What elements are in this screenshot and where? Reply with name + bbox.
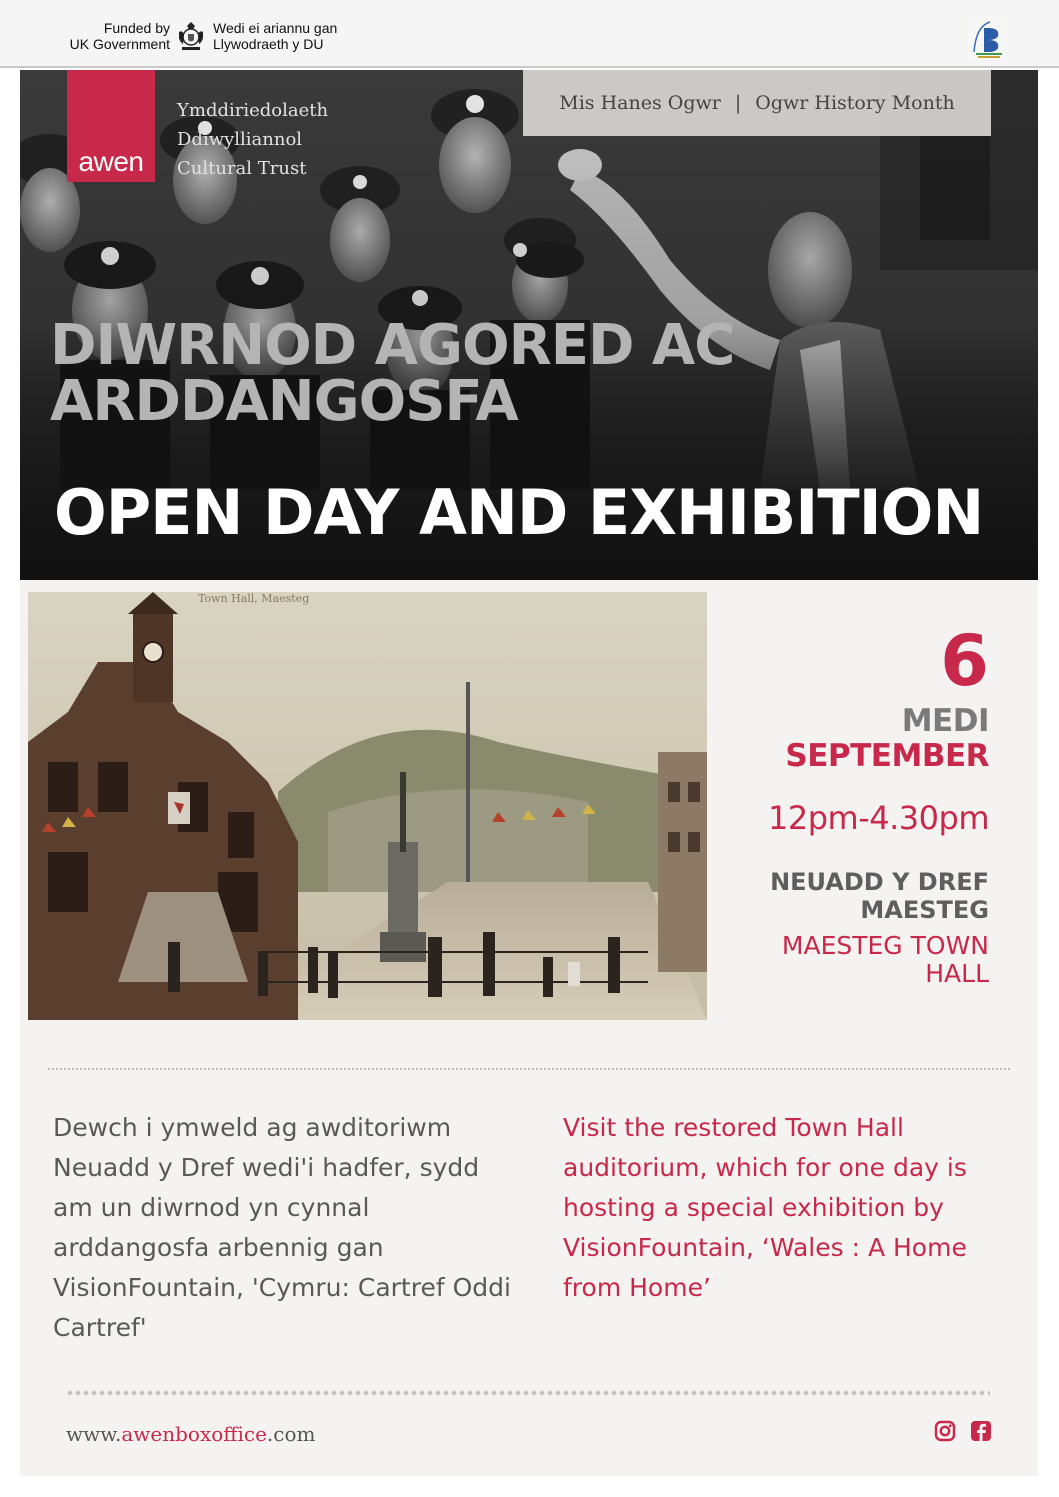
dotted-divider (48, 1068, 1010, 1070)
cultural-trust-name (177, 96, 328, 183)
event-day: 6 (940, 620, 989, 702)
uk-government-crest-icon (176, 20, 206, 52)
venue-welsh-line2: MAESTEG (860, 896, 989, 924)
venue-english-line2: HALL (925, 959, 989, 988)
social-links (934, 1420, 994, 1444)
history-month-english: Ogwr History Month (755, 92, 955, 114)
venue-welsh-line1: NEUADD Y DREF (770, 868, 989, 896)
funding-bar (0, 0, 1059, 68)
awen-logo-text: awen (78, 146, 144, 177)
venue-welsh (689, 868, 989, 924)
funded-by-uk-government (52, 20, 170, 52)
venue-english (689, 932, 989, 988)
history-month-welsh: Mis Hanes Ogwr (559, 92, 721, 114)
funded-by-text: Funded by (103, 20, 170, 36)
event-info (689, 620, 989, 988)
title-welsh (50, 313, 950, 434)
website-suffix: .com (266, 1422, 316, 1446)
hero-banner (20, 70, 1038, 580)
funded-by-welsh (213, 20, 337, 52)
bridgend-logo-icon (968, 16, 1008, 60)
history-month-banner (523, 70, 991, 136)
uk-government-text: UK Government (69, 36, 170, 52)
funded-by-welsh-line1: Wedi ei ariannu gan (213, 20, 338, 36)
title-welsh-line2: ARDDANGOSFA (50, 369, 518, 434)
funded-by-welsh-line2: Llywodraeth y DU (213, 36, 324, 52)
description-welsh: Dewch i ymweld ag awditoriwm Neuadd y Dref wedi'i hadfer, sydd am un diwrnod yn cynnal arddangosfa arbennig gan VisionFountain, 'Cymru: Cartref Oddi Cartref' (53, 1113, 511, 1342)
trust-line-2: Ddiwylliannol (177, 129, 303, 150)
facebook-icon[interactable] (970, 1420, 992, 1442)
title-english: OPEN DAY AND EXHIBITION (54, 476, 984, 549)
history-month-divider: | (734, 92, 742, 114)
instagram-icon[interactable] (934, 1420, 956, 1442)
trust-line-1: Ymddiriedolaeth (177, 100, 329, 121)
website-link[interactable] (66, 1422, 316, 1446)
awen-logo (67, 70, 155, 182)
event-time: 12pm-4.30pm (768, 799, 989, 837)
postcard-caption: Town Hall, Maesteg (198, 592, 310, 605)
event-month-welsh: MEDI (901, 703, 989, 739)
trust-line-3: Cultural Trust (177, 158, 307, 179)
decorative-divider (66, 1388, 990, 1398)
event-month-english: SEPTEMBER (785, 738, 989, 774)
title-welsh-line1: DIWRNOD AGORED AC (50, 313, 735, 378)
website-prefix: www. (66, 1422, 122, 1446)
description-english: Visit the restored Town Hall auditorium, which for one day is hosting a special exhibition by VisionFountain, ‘Wales : A Home from Home’ (563, 1113, 967, 1302)
event-details-panel (20, 580, 1038, 1476)
town-hall-postcard-image (28, 592, 707, 1020)
website-domain: awenboxoffice (121, 1422, 267, 1446)
venue-english-line1: MAESTEG TOWN (781, 931, 989, 960)
